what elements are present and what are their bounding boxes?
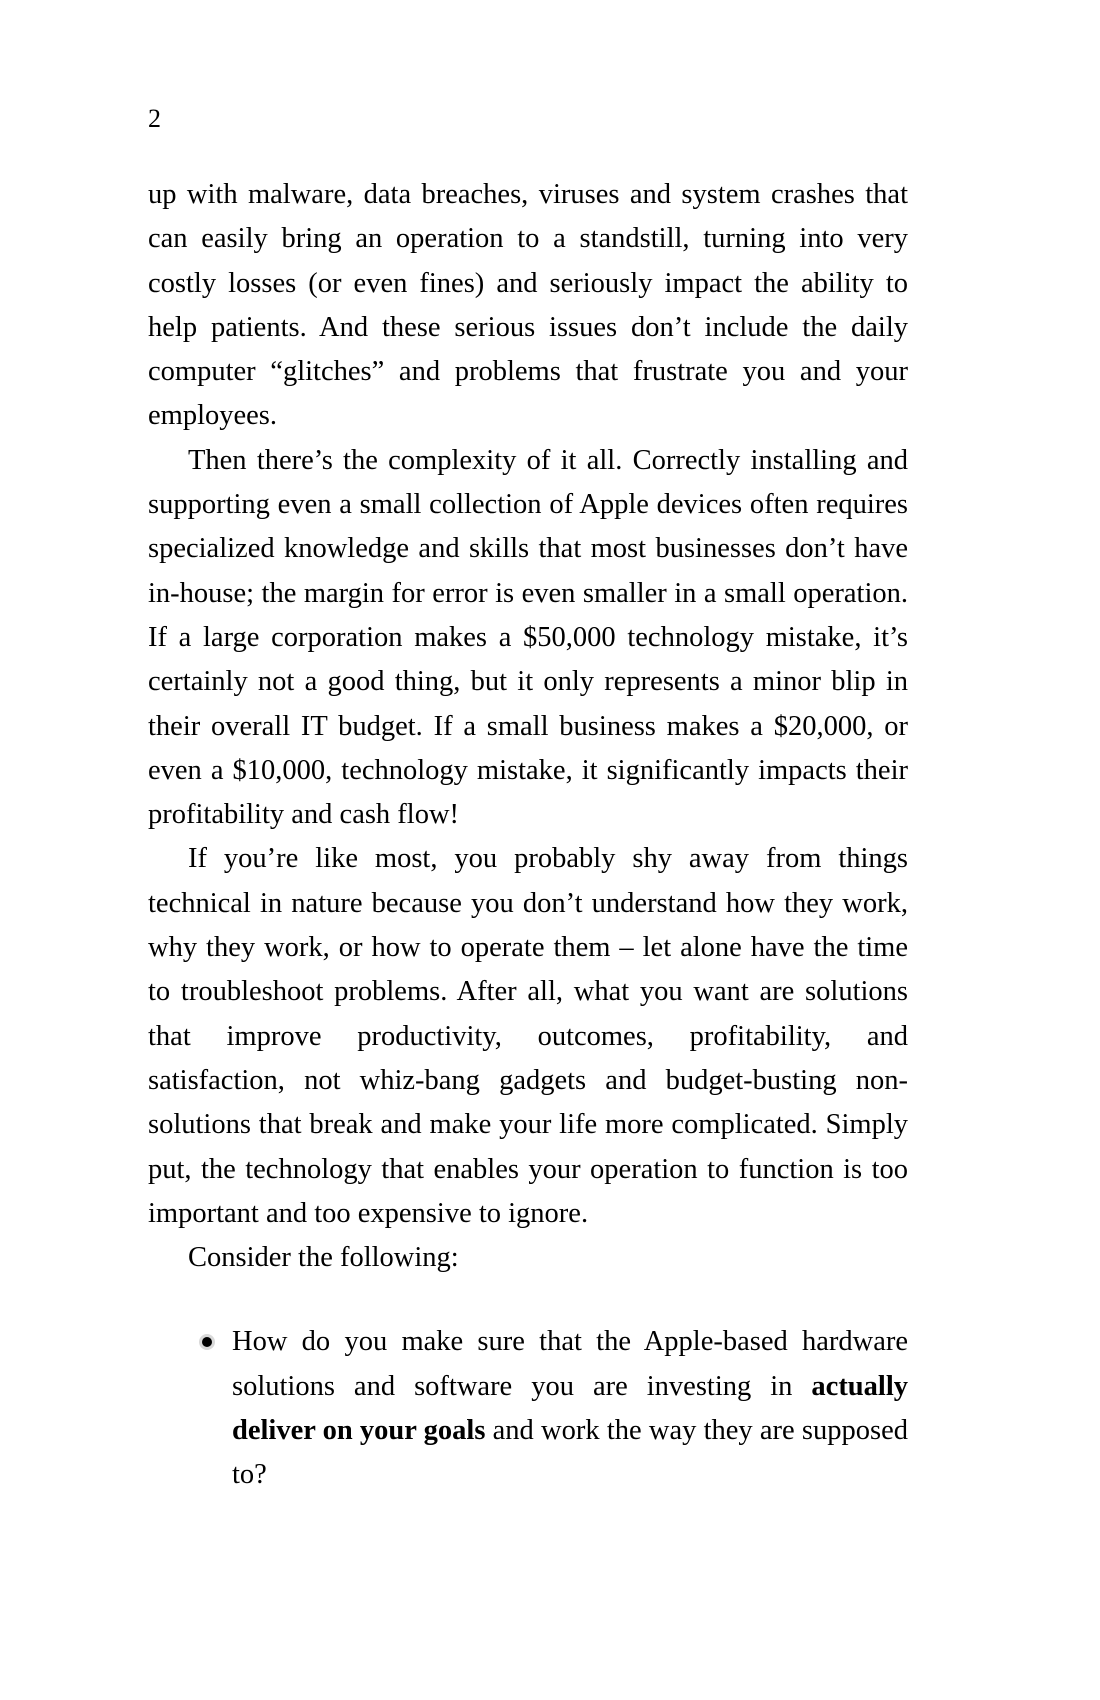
list-item-text-bold: actually deliver on your goals [232,1370,908,1447]
list-item-text-after: and work the way they are supposed to? [232,1415,909,1491]
paragraph-technical-nature: If you’re like most, you probably shy away from things technical in nature because you don’t understand how they work, why they work, or how to operate them – let alone have the time to troubleshoot problems. After all, what you want are solutions that improve productivity, outcomes, profitability, and satisfaction, not whiz-bang gadgets and budget-busting non-solutions that break and make your life more complicated. Simply put, the technology that enables your operation to function is too important and too expensive to ignore. [148,843,908,1229]
bullet-dot-icon [196,1320,218,1364]
body-text [148,173,908,1498]
bullet-list [148,1320,908,1497]
paragraph-consider: Consider the following: [188,1242,459,1274]
page-number: 2 [148,104,161,133]
list-item-text-before: How do you make sure that the Apple-based hardware solutions and software you are investing in [232,1326,908,1402]
paragraph-complexity: Then there’s the complexity of it all. Correctly installing and supporting even a small collection of Apple devices often requires specialized knowledge and skills that most businesses don’t have in-house; the margin for error is even smaller in a small operation. If a large corporation makes a $50,000 technology mistake, it’s certainly not a good thing, but it only represents a minor blip in their overall IT budget. If a small business makes a $20,000, or even a $10,000, technology mistake, it significantly impacts their profitability and cash flow! [148,444,908,831]
list-item [148,1320,908,1497]
paragraph-continuation: up with malware, data breaches, viruses and system crashes that can easily bring an operation to a standstill, turning into very costly losses (or even fines) and seriously impact the ability to help patients. And these serious issues don’t include the daily computer “glitches” and problems that frustrate you and your employees. [148,179,908,432]
